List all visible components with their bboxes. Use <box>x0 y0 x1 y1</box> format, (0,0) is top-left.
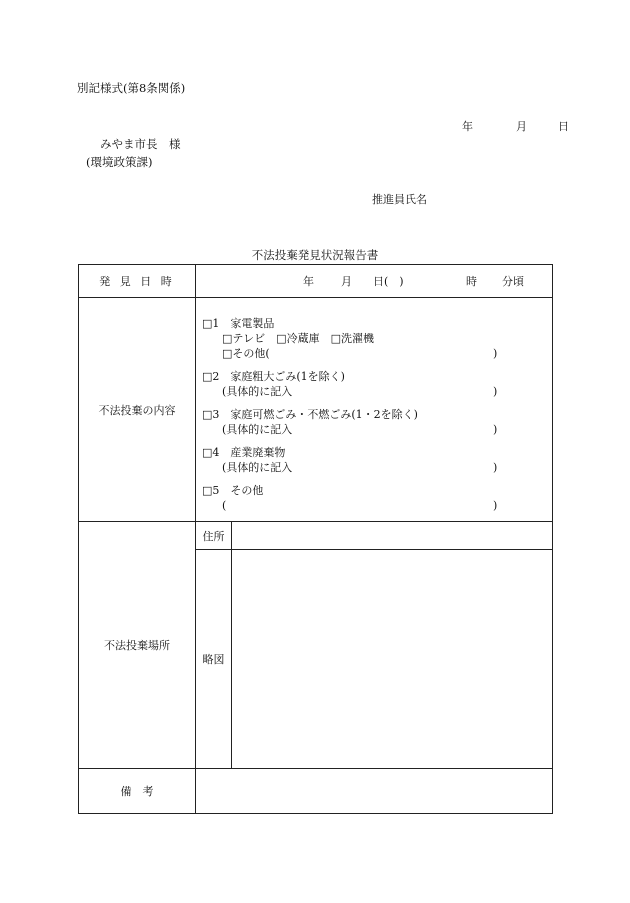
content-items <box>196 298 553 522</box>
remarks-row <box>79 769 553 814</box>
report-date <box>462 121 569 132</box>
remarks-field[interactable] <box>196 769 553 814</box>
remarks-label: 備 考 <box>79 769 196 814</box>
content-label: 不法投棄の内容 <box>79 298 196 522</box>
date-month: 月 <box>516 120 527 133</box>
discovery-year: 年 <box>303 275 314 288</box>
discovery-month: 月 <box>341 275 352 288</box>
discovery-minute: 分頃 <box>502 275 524 288</box>
content-item-1: □1 家電製品 □テレビ □冷蔵庫 □洗濯機 □その他( ) <box>202 317 498 360</box>
discovery-value <box>196 265 553 298</box>
report-table <box>78 264 553 814</box>
address-label: 住所 <box>196 522 232 550</box>
addressee: みやま市長 様 <box>100 137 181 151</box>
content-row <box>79 298 553 522</box>
discovery-hour: 時 <box>466 275 477 288</box>
address-row <box>79 522 553 550</box>
address-field[interactable] <box>232 522 553 550</box>
discovery-row <box>79 265 553 298</box>
sketch-label: 略図 <box>196 550 232 769</box>
promoter-name-label: 推進員氏名 <box>372 193 427 206</box>
content-item-2: □2 家庭粗大ごみ(1を除く) (具体的に記入 ) <box>202 370 498 398</box>
sketch-area[interactable] <box>232 550 553 769</box>
content-item-5: □5 その他 ( ) <box>202 484 498 512</box>
content-item-4: □4 産業廃棄物 (具体的に記入 ) <box>202 446 498 474</box>
date-day: 日 <box>558 120 569 133</box>
report-title: 不法投棄発見状況報告書 <box>251 248 379 262</box>
location-label: 不法投棄場所 <box>79 522 196 769</box>
date-year: 年 <box>462 120 473 133</box>
discovery-label: 発 見 日 時 <box>79 265 196 298</box>
content-item-3: □3 家庭可燃ごみ・不燃ごみ(1・2を除く) (具体的に記入 ) <box>202 408 498 436</box>
form-label: 別記様式(第8条関係) <box>77 81 186 95</box>
department: (環境政策課) <box>86 155 153 169</box>
discovery-day: 日( ) <box>373 275 404 288</box>
